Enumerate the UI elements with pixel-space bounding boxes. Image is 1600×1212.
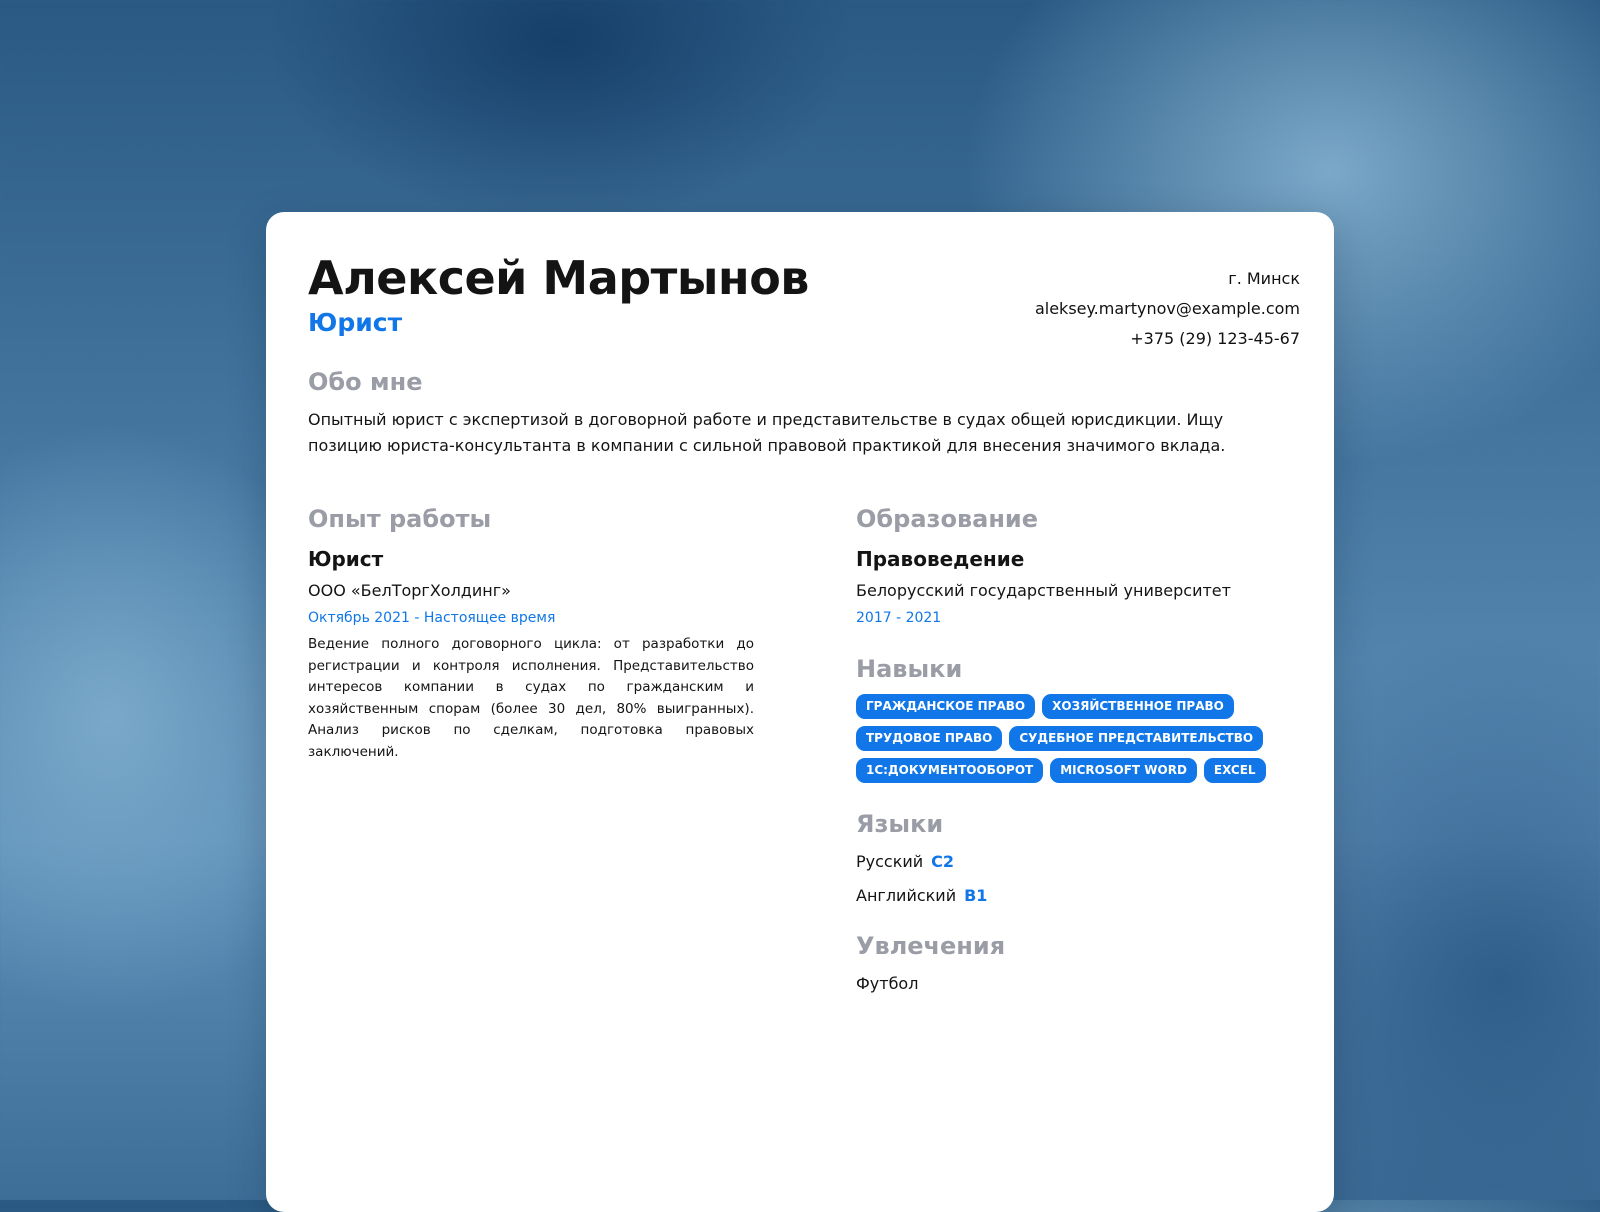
contact-city: г. Минск	[1228, 269, 1300, 288]
contacts-block	[1035, 264, 1300, 354]
language-level: B1	[964, 886, 988, 905]
job-dates: Октябрь 2021 - Настоящее время	[308, 610, 556, 626]
education-degree: Правоведение	[856, 547, 1025, 571]
right-column	[856, 504, 1296, 995]
about-title: Обо мне	[308, 368, 423, 396]
job-title: Юрист	[308, 547, 384, 571]
skill-tag: 1С:ДОКУМЕНТООБОРОТ	[856, 758, 1043, 783]
education-school: Белорусский государственный университет	[856, 581, 1231, 600]
resume-card	[266, 212, 1334, 1212]
experience-title: Опыт работы	[308, 505, 492, 533]
education-dates: 2017 - 2021	[856, 610, 942, 626]
language-name: Русский	[856, 852, 924, 871]
resume-header	[308, 250, 1300, 348]
job-description: Ведение полного договорного цикла: от разработки до регистрации и контроля исполнения. Представительство интересов компании в судах по гражданским и хозяйственным спорам (более 30 дел, 80% выигранных). Анализ рисков по сделкам, подготовка правовых заключений.	[308, 636, 754, 760]
skill-tag: ТРУДОВОЕ ПРАВО	[856, 726, 1002, 751]
about-text: Опытный юрист с экспертизой в договорной работе и представительстве в судах общей юрисдикции. Ищу позицию юриста-консультанта в компании с сильной правовой практикой для внесения значимого вклада.	[308, 410, 1226, 455]
hobby-item: Футбол	[856, 974, 919, 993]
skill-tag: ГРАЖДАНСКОЕ ПРАВО	[856, 694, 1035, 719]
language-item	[856, 885, 1296, 907]
skills-tags	[856, 694, 1276, 783]
languages-title: Языки	[856, 810, 944, 838]
education-title: Образование	[856, 505, 1039, 533]
skill-tag: СУДЕБНОЕ ПРЕДСТАВИТЕЛЬСТВО	[1009, 726, 1263, 751]
skill-tag: MICROSOFT WORD	[1050, 758, 1197, 783]
hobbies-title: Увлечения	[856, 932, 1006, 960]
experience-section	[308, 504, 754, 763]
language-item	[856, 851, 1296, 873]
job-company: ООО «БелТоргХолдинг»	[308, 581, 511, 600]
language-name: Английский	[856, 886, 957, 905]
person-role: Юрист	[308, 308, 403, 337]
skill-tag: EXCEL	[1204, 758, 1266, 783]
skills-title: Навыки	[856, 655, 963, 683]
skill-tag: ХОЗЯЙСТВЕННОЕ ПРАВО	[1042, 694, 1234, 719]
contact-phone[interactable]: +375 (29) 123-45-67	[1130, 329, 1300, 348]
person-name: Алексей Мартынов	[308, 251, 809, 305]
about-section	[308, 367, 1300, 459]
language-level: C2	[931, 852, 955, 871]
contact-email[interactable]: aleksey.martynov@example.com	[1034, 299, 1300, 318]
